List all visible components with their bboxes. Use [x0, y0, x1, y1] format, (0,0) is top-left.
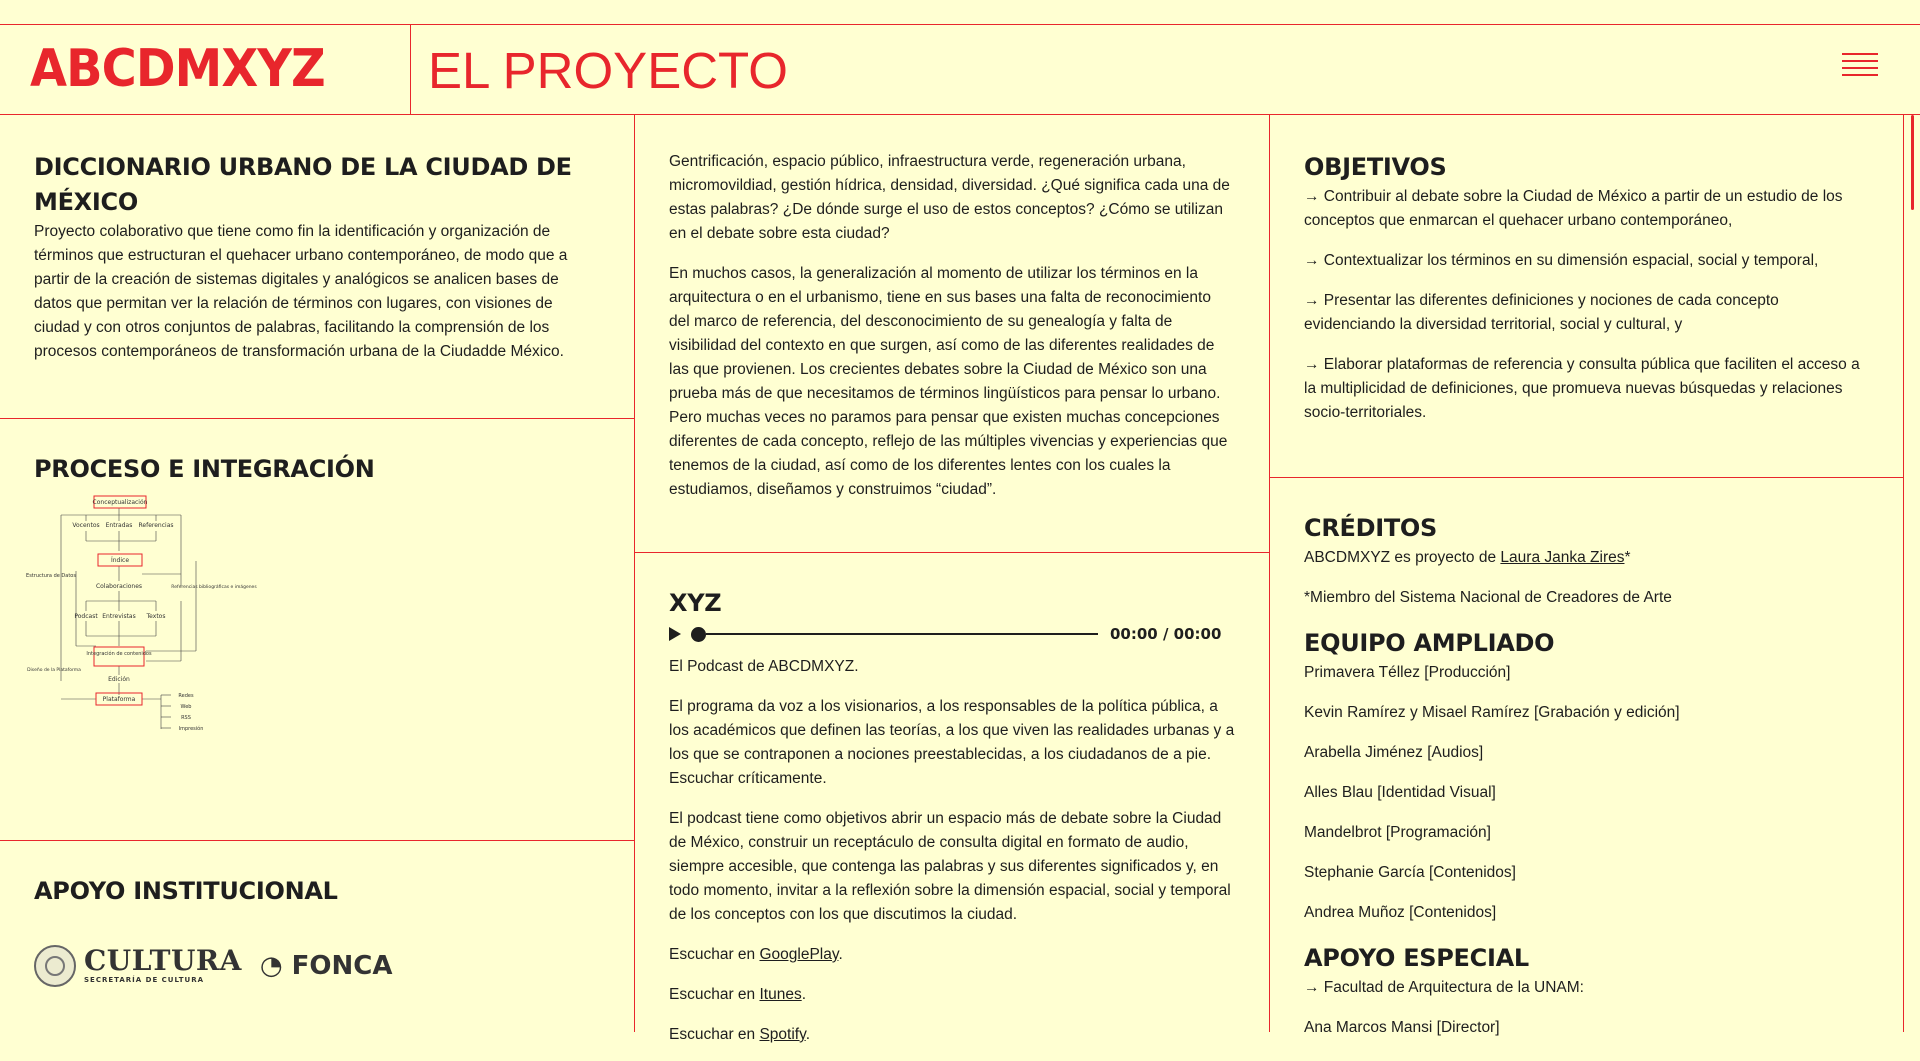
section-apoyo-institucional [0, 841, 634, 1061]
process-diagram [26, 491, 257, 791]
xyz-paragraph-2: El programa da voz a los visionarios, a los responsables de la política pública, a los académicos que definen las teorías, a los que viven las realidades urbanas y a los que se contraponen a nociones preestablecidas, a los ciudadanos de a pie. Escuchar críticamente. [669, 698, 1235, 787]
intro-paragraph-2: En muchos casos, la generalización al momento de utilizar los términos en la arquitectura o en el urbanismo, tiene en sus bases una falta de reconocimiento del marco de referencia, del desconocimiento de su genealogía y falta de visibilidad del contexto en que surgen, así como de las diferentes realidades de las que provienen. Los crecientes debates sobre la Ciudad de México son una prueba más de que necesitamos de términos lingüísticos para pensar lo urbano. Pero muchas veces no paramos para pensar que existen muchas concepciones diferentes de cada concepto, reflejo de las múltiples vivencias y experiencias que tenemos de la ciudad, así como de los diferentes lentes con los cuales la estudiamos, diseñamos y construimos “ciudad”. [669, 265, 1228, 498]
column-right [1270, 115, 1904, 1036]
intro-paragraph-1: Gentrificación, espacio público, infraestructura verde, regeneración urbana, micromovildiad, gestión hídrica, densidad, diversidad. ¿Qué significa cada una de estas palabras? ¿De dónde surge el uso de estos conceptos? ¿Cómo se utilizan en el debate sobre esta ciudad? [669, 153, 1230, 242]
creditos-line-1: ABCDMXYZ es proyecto de Laura Janka Zires* [1304, 549, 1631, 566]
xyz-paragraph-3: El podcast tiene como objetivos abrir un espacio más de debate sobre la Ciudad de México, construir un receptáculo de consulta digital en formato de audio, siempre accesible, que contenga las palabras y sus diferentes significados y, en todo momento, invitar a la reflexión sobre la dimensión espacial, social y temporal de los conceptos con los que discutimos la ciudad. [669, 810, 1231, 923]
equipo-item: Primavera Téllez [Producción] [1304, 664, 1511, 681]
proceso-title: PROCESO E INTEGRACIÓN [34, 455, 375, 483]
listen-itunes: Escuchar en Itunes. [669, 986, 807, 1003]
svg-text:RSS: RSS [181, 715, 191, 721]
apoyo-title: APOYO INSTITUCIONAL [34, 877, 338, 905]
cultura-logo[interactable]: CULTURA SECRETARÍA DE CULTURA [84, 944, 242, 984]
equipo-item: Stephanie García [Contenidos] [1304, 864, 1516, 881]
svg-text:Diseño de la Plataforma: Diseño de la Plataforma [27, 668, 81, 673]
svg-text:Podcast: Podcast [74, 613, 98, 620]
diccionario-body: Proyecto colaborativo que tiene como fin la identificación y organización de términos que estructuran el quehacer urbano contemporáneo, de modo que a partir de la creación de sistemas digitales y analógicos se analicen bases de datos que permitan ver la relación de términos con lugares, con visiones de ciudad y con otros conjuntos de palabras, facilitando la comprensión de los procesos contemporáneos de transformación urbana de la Ciudadde México. [34, 223, 568, 360]
svg-text:Vocentos: Vocentos [72, 522, 100, 529]
itunes-link[interactable]: Itunes [759, 986, 802, 1003]
especial-title: APOYO ESPECIAL [1304, 944, 1529, 972]
scrollbar-thumb[interactable] [1911, 115, 1914, 210]
seal-logo-icon [34, 945, 76, 987]
author-link[interactable]: Laura Janka Zires [1500, 549, 1625, 566]
svg-text:Plataforma: Plataforma [102, 696, 136, 703]
svg-text:Integración de contenidos: Integración de contenidos [86, 651, 152, 657]
site-logo[interactable]: ABCDMXYZ [30, 39, 325, 99]
svg-text:Entradas: Entradas [105, 522, 133, 529]
objetivo-item: → Presentar las diferentes definiciones y nociones de cada concepto evidenciando la diversidad territorial, social y cultural, y [1304, 292, 1779, 333]
section-creditos [1270, 478, 1903, 1038]
equipo-item: Alles Blau [Identidad Visual] [1304, 784, 1496, 801]
svg-text:Conceptualización: Conceptualización [92, 499, 148, 506]
svg-text:Estructura de Datos: Estructura de Datos [26, 573, 76, 579]
equipo-item: Andrea Muñoz [Contenidos] [1304, 904, 1497, 921]
objetivos-title: OBJETIVOS [1304, 153, 1447, 181]
creditos-line-2: *Miembro del Sistema Nacional de Creadores de Arte [1304, 589, 1672, 606]
svg-text:Referencias bibliográficas e i: Referencias bibliográficas e imágenes [171, 585, 257, 590]
hamburger-menu-icon[interactable] [1842, 53, 1878, 83]
especial-line-1: → Facultad de Arquitectura de la UNAM: [1304, 979, 1584, 996]
svg-text:Edición: Edición [108, 676, 130, 683]
equipo-item: Kevin Ramírez y Misael Ramírez [Grabación y edición] [1304, 704, 1680, 721]
svg-text:Redes: Redes [178, 693, 194, 699]
svg-text:Textos: Textos [146, 613, 166, 620]
xyz-title: XYZ [669, 589, 722, 617]
section-xyz [635, 553, 1269, 1053]
listen-spotify: Escuchar en Spotify. [669, 1026, 811, 1043]
especial-line-2: Ana Marcos Mansi [Director] [1304, 1019, 1500, 1036]
play-icon[interactable] [669, 627, 681, 641]
seek-track[interactable] [706, 633, 1098, 635]
objetivo-item: → Elaborar plataformas de referencia y consulta pública que faciliten el acceso a la multiplicidad de definiciones, que promueva nuevas búsquedas y relaciones socio-territoriales. [1304, 356, 1860, 421]
site-header [0, 25, 1920, 115]
equipo-item: Mandelbrot [Programación] [1304, 824, 1491, 841]
equipo-item: Arabella Jiménez [Audios] [1304, 744, 1484, 761]
equipo-title: EQUIPO AMPLIADO [1304, 629, 1555, 657]
spotify-link[interactable]: Spotify [759, 1026, 806, 1043]
creditos-title: CRÉDITOS [1304, 514, 1437, 542]
section-intro [635, 115, 1269, 553]
xyz-paragraph-1: El Podcast de ABCDMXYZ. [669, 658, 859, 675]
objetivo-item: → Contribuir al debate sobre la Ciudad de México a partir de un estudio de los conceptos que enmarcan el quehacer urbano contemporáneo, [1304, 188, 1843, 229]
header-divider [410, 25, 411, 114]
svg-text:Impresión: Impresión [178, 726, 204, 732]
listen-googleplay: Escuchar en GooglePlay. [669, 946, 843, 963]
svg-text:Colaboraciones: Colaboraciones [95, 583, 143, 590]
time-readout: 00:00 / 00:00 [1110, 625, 1222, 643]
section-diccionario [0, 115, 634, 419]
svg-text:Entrevistas: Entrevistas [102, 613, 136, 620]
section-objetivos [1270, 115, 1903, 478]
googleplay-link[interactable]: GooglePlay [759, 946, 839, 963]
column-middle [635, 115, 1270, 1043]
fonca-logo[interactable]: ◔ FONCA [259, 951, 393, 981]
section-proceso [0, 419, 634, 841]
page-title: EL PROYECTO [428, 42, 788, 99]
seek-knob[interactable] [691, 627, 706, 642]
svg-text:Referencias: Referencias [138, 522, 174, 529]
objetivo-item: → Contextualizar los términos en su dimensión espacial, social y temporal, [1304, 252, 1819, 269]
sponsor-logos [34, 945, 600, 987]
diccionario-title: DICCIONARIO URBANO DE LA CIUDAD DE MÉXICO [34, 153, 572, 216]
svg-text:Web: Web [180, 704, 192, 710]
audio-player [669, 621, 1235, 647]
svg-text:Índice: Índice [110, 557, 130, 564]
column-left [0, 115, 635, 1032]
